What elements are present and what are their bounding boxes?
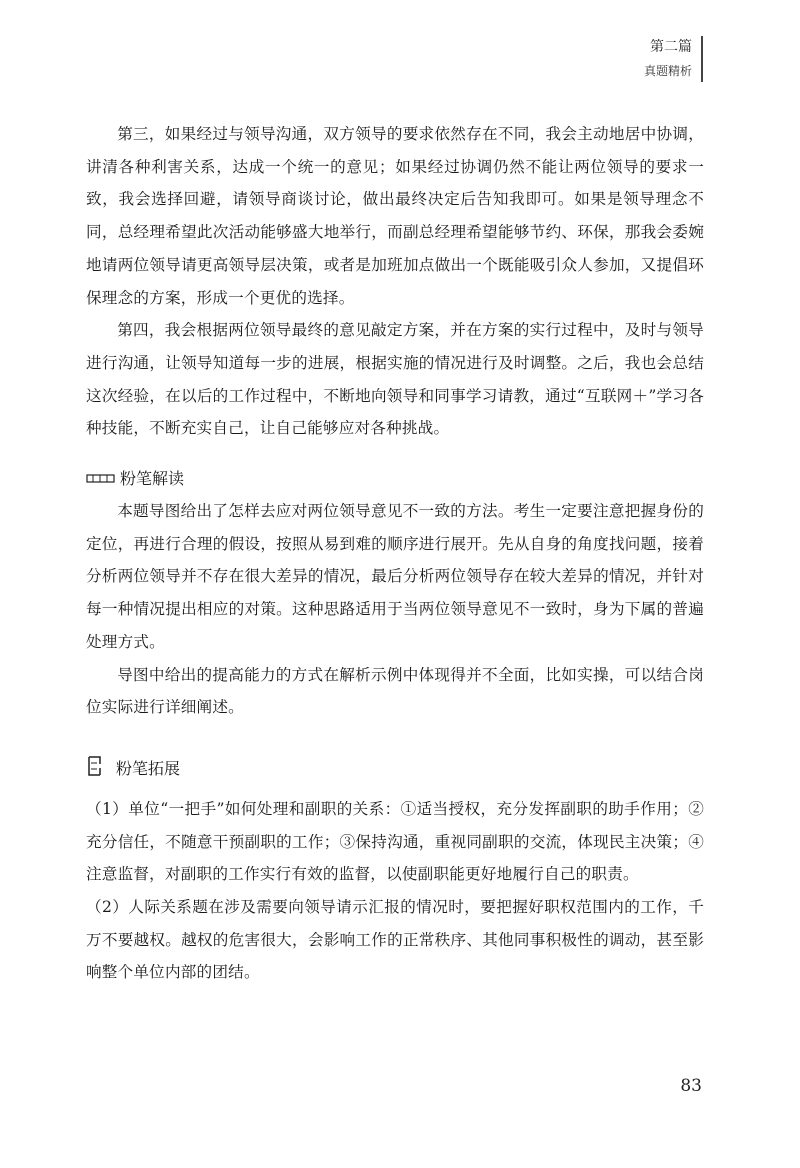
jiedu-paragraph: 本题导图给出了怎样去应对两位领导意见不一致的方法。考生一定要注意把握身份的定位，再进行合理的假设，按照从易到难的顺序进行展开。先从自身的角度找问题，接着分析两位领导并不存在很大差异的情况，最后分析两位领导存在较大差异的情况，并针对每一种情况提出相应的对策。这种思路适用于当两位领导意见不一致时，身为下属的普遍处理方式。 bbox=[86, 502, 704, 651]
tuozhan-title: 粉笔拓展 bbox=[116, 759, 181, 779]
body-paragraph: 第三，如果经过与领导沟通，双方领导的要求依然存在不同，我会主动地居中协调，讲清各种利害关系，达成一个统一的意见；如果经过协调仍然不能让两位领导的要求一致，我会选择回避，请领导商谈讨论，做出最终决定后告知我即可。如果是领导理念不同，总经理希望此次活动能够盛大地举行，而副总经理希望能够节约、环保，那我会委婉地请两位领导请更高领导层决策，或者是加班加点做出一个既能吸引众人参加，又提倡环保理念的方案，形成一个更优的选择。 bbox=[86, 125, 704, 307]
page-body bbox=[86, 118, 704, 989]
chalk-icon bbox=[86, 467, 116, 491]
jiedu-title: 粉笔解读 bbox=[120, 469, 185, 489]
header-divider bbox=[701, 36, 703, 82]
running-header bbox=[644, 38, 692, 80]
tuozhan-item: （2）人际关系题在涉及需要向领导请示汇报的情况时，要把握好职权范围内的工作，千万不要越权。越权的危害很大，会影响工作的正常秩序、其他同事积极性的调动，甚至影响整个单位内部的团结。 bbox=[86, 898, 704, 982]
jiedu-paragraph: 导图中给出的提高能力的方式在解析示例中体现得并不全面，比如实操，可以结合岗位实际进行详细阐述。 bbox=[86, 665, 704, 717]
tuozhan-item: （1）单位“一把手”如何处理和副职的关系：①适当授权，充分发挥副职的助手作用；②充分信任，不随意干预副职的工作；③保持沟通，重视同副职的交流，体现民主决策；④注意监督，对副职的工作实行有效的监督，以使副职能更好地履行自己的职责。 bbox=[86, 799, 704, 884]
jiedu-heading bbox=[86, 467, 704, 491]
tuozhan-heading bbox=[86, 754, 704, 785]
section-title: 真题精析 bbox=[643, 64, 692, 78]
body-paragraph: 第四，我会根据两位领导最终的意见敲定方案，并在方案的实行过程中，及时与领导进行沟通，让领导知道每一步的进展，根据实施的情况进行及时调整。之后，我也会总结这次经验，在以后的工作过程中，不断地向领导和同事学习请教，通过“互联网＋”学习各种技能，不断充实自己，让自己能够应对各种挑战。 bbox=[86, 321, 704, 438]
page-number: 83 bbox=[680, 1076, 702, 1096]
bracket-icon bbox=[86, 754, 112, 785]
chapter-title: 第二篇 bbox=[650, 39, 692, 55]
